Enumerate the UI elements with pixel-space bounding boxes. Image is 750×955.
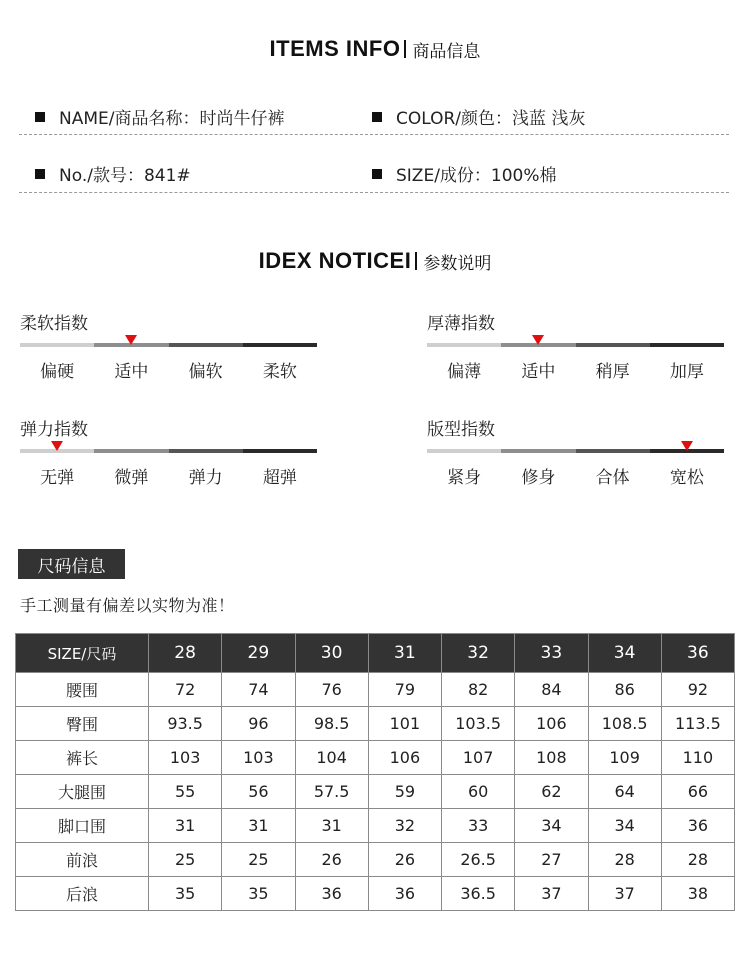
scale-label: 偏薄 bbox=[447, 362, 482, 382]
info-name-text: NAME/商品名称：时尚牛仔裤 bbox=[59, 109, 285, 129]
size-table bbox=[15, 633, 735, 911]
table-cell: 37 bbox=[515, 877, 588, 911]
table-cell: 36 bbox=[295, 877, 368, 911]
table-cell: 35 bbox=[222, 877, 295, 911]
table-cell: 33 bbox=[442, 809, 515, 843]
table-cell: 106 bbox=[368, 741, 441, 775]
table-cell: 31 bbox=[222, 809, 295, 843]
table-row bbox=[16, 843, 735, 877]
table-row bbox=[16, 741, 735, 775]
table-cell: 72 bbox=[149, 673, 222, 707]
table-cell: 34 bbox=[515, 809, 588, 843]
scale-labels bbox=[20, 463, 317, 488]
table-cell: 25 bbox=[149, 843, 222, 877]
table-cell: 26 bbox=[368, 843, 441, 877]
size-header-label: SIZE/尺码 bbox=[16, 634, 149, 673]
scale-marker-icon bbox=[681, 441, 693, 451]
scale-label: 适中 bbox=[114, 362, 149, 382]
dotted-divider bbox=[19, 134, 729, 135]
bullet-square-icon bbox=[35, 112, 45, 122]
info-name bbox=[35, 104, 284, 129]
table-cell: 82 bbox=[442, 673, 515, 707]
scale-segment bbox=[501, 449, 575, 453]
scale-label: 合体 bbox=[595, 468, 630, 488]
scale-segment bbox=[243, 449, 317, 453]
row-label: 大腿围 bbox=[16, 775, 149, 809]
size-header-cell: 29 bbox=[222, 634, 295, 673]
scale-segment bbox=[169, 449, 243, 453]
row-label: 腰围 bbox=[16, 673, 149, 707]
row-label: 后浪 bbox=[16, 877, 149, 911]
table-cell: 57.5 bbox=[295, 775, 368, 809]
table-cell: 113.5 bbox=[661, 707, 734, 741]
scale-label: 偏软 bbox=[188, 362, 223, 382]
table-cell: 93.5 bbox=[149, 707, 222, 741]
items-info-title-en: ITEMS INFO bbox=[269, 36, 401, 61]
table-row bbox=[16, 707, 735, 741]
table-cell: 103 bbox=[222, 741, 295, 775]
size-header-cell: 28 bbox=[149, 634, 222, 673]
table-cell: 110 bbox=[661, 741, 734, 775]
table-cell: 108 bbox=[515, 741, 588, 775]
info-number bbox=[35, 161, 191, 186]
bullet-square-icon bbox=[372, 112, 382, 122]
table-row bbox=[16, 775, 735, 809]
scale-label: 微弹 bbox=[114, 468, 149, 488]
table-cell: 32 bbox=[368, 809, 441, 843]
table-cell: 37 bbox=[588, 877, 661, 911]
scale-labels bbox=[427, 463, 724, 488]
scale-bar bbox=[427, 343, 724, 347]
size-header-cell: 36 bbox=[661, 634, 734, 673]
table-cell: 34 bbox=[588, 809, 661, 843]
bullet-square-icon bbox=[35, 169, 45, 179]
scale-title: 厚薄指数 bbox=[427, 314, 495, 334]
table-cell: 26.5 bbox=[442, 843, 515, 877]
scale-label: 稍厚 bbox=[595, 362, 630, 382]
table-cell: 31 bbox=[295, 809, 368, 843]
size-header-cell: 34 bbox=[588, 634, 661, 673]
table-cell: 108.5 bbox=[588, 707, 661, 741]
table-cell: 26 bbox=[295, 843, 368, 877]
scale-label: 超弹 bbox=[262, 468, 297, 488]
scale-label: 宽松 bbox=[669, 468, 704, 488]
table-cell: 84 bbox=[515, 673, 588, 707]
table-cell: 55 bbox=[149, 775, 222, 809]
scale-label: 适中 bbox=[521, 362, 556, 382]
table-cell: 60 bbox=[442, 775, 515, 809]
table-cell: 109 bbox=[588, 741, 661, 775]
table-row bbox=[16, 673, 735, 707]
table-cell: 25 bbox=[222, 843, 295, 877]
scale-segment bbox=[427, 343, 501, 347]
table-cell: 59 bbox=[368, 775, 441, 809]
table-row bbox=[16, 877, 735, 911]
scale-label: 弹力 bbox=[188, 468, 223, 488]
scale-title: 柔软指数 bbox=[20, 314, 88, 334]
size-header-cell: 31 bbox=[368, 634, 441, 673]
info-number-text: No./款号：841# bbox=[59, 166, 191, 186]
scale-labels bbox=[427, 357, 724, 382]
row-label: 前浪 bbox=[16, 843, 149, 877]
table-cell: 35 bbox=[149, 877, 222, 911]
size-header-cell: 32 bbox=[442, 634, 515, 673]
table-cell: 79 bbox=[368, 673, 441, 707]
items-info-title-cn: 商品信息 bbox=[412, 41, 481, 62]
table-cell: 66 bbox=[661, 775, 734, 809]
table-cell: 92 bbox=[661, 673, 734, 707]
scale-segment bbox=[427, 449, 501, 453]
scale-segment bbox=[576, 343, 650, 347]
scale-bar bbox=[20, 449, 317, 453]
scale-labels bbox=[20, 357, 317, 382]
table-cell: 62 bbox=[515, 775, 588, 809]
scale-marker-icon bbox=[532, 335, 544, 345]
scale-label: 修身 bbox=[521, 468, 556, 488]
items-info-heading bbox=[0, 36, 750, 62]
title-separator bbox=[404, 40, 406, 58]
title-separator bbox=[415, 252, 417, 270]
table-cell: 28 bbox=[588, 843, 661, 877]
table-cell: 74 bbox=[222, 673, 295, 707]
scale-segment bbox=[243, 343, 317, 347]
bullet-square-icon bbox=[372, 169, 382, 179]
scale-title: 弹力指数 bbox=[20, 420, 88, 440]
size-header-cell: 30 bbox=[295, 634, 368, 673]
index-notice-title-cn: 参数说明 bbox=[423, 253, 492, 274]
scale-label: 柔软 bbox=[262, 362, 297, 382]
scale-bar bbox=[20, 343, 317, 347]
table-cell: 28 bbox=[661, 843, 734, 877]
index-notice-title-en: IDEX NOTICEI bbox=[258, 248, 412, 273]
size-header-cell: 33 bbox=[515, 634, 588, 673]
table-cell: 76 bbox=[295, 673, 368, 707]
scale-bar bbox=[427, 449, 724, 453]
scale-label: 无弹 bbox=[40, 468, 75, 488]
scale-segment bbox=[20, 343, 94, 347]
row-label: 臀围 bbox=[16, 707, 149, 741]
scale-segment bbox=[94, 449, 168, 453]
size-info-badge: 尺码信息 bbox=[18, 549, 125, 579]
table-cell: 106 bbox=[515, 707, 588, 741]
scale-marker-icon bbox=[125, 335, 137, 345]
scale-label: 加厚 bbox=[669, 362, 704, 382]
row-label: 脚口围 bbox=[16, 809, 149, 843]
scale-label: 偏硬 bbox=[40, 362, 75, 382]
table-cell: 98.5 bbox=[295, 707, 368, 741]
table-row bbox=[16, 809, 735, 843]
table-cell: 101 bbox=[368, 707, 441, 741]
table-cell: 31 bbox=[149, 809, 222, 843]
scale-label: 紧身 bbox=[447, 468, 482, 488]
table-cell: 27 bbox=[515, 843, 588, 877]
row-label: 裤长 bbox=[16, 741, 149, 775]
table-cell: 38 bbox=[661, 877, 734, 911]
table-cell: 96 bbox=[222, 707, 295, 741]
table-cell: 36.5 bbox=[442, 877, 515, 911]
scale-segment bbox=[576, 449, 650, 453]
table-cell: 103 bbox=[149, 741, 222, 775]
table-cell: 107 bbox=[442, 741, 515, 775]
table-cell: 103.5 bbox=[442, 707, 515, 741]
index-notice-heading bbox=[0, 248, 750, 274]
dotted-divider bbox=[19, 192, 729, 193]
table-cell: 36 bbox=[661, 809, 734, 843]
measurement-note: 手工测量有偏差以实物为准！ bbox=[20, 596, 235, 615]
table-cell: 86 bbox=[588, 673, 661, 707]
info-size bbox=[372, 161, 557, 186]
table-cell: 104 bbox=[295, 741, 368, 775]
scale-segment bbox=[169, 343, 243, 347]
size-table-header bbox=[16, 634, 735, 673]
table-cell: 56 bbox=[222, 775, 295, 809]
scale-segment bbox=[650, 343, 724, 347]
table-cell: 64 bbox=[588, 775, 661, 809]
info-color-text: COLOR/颜色：浅蓝 浅灰 bbox=[396, 109, 586, 129]
scale-title: 版型指数 bbox=[427, 420, 495, 440]
info-size-text: SIZE/成份：100%棉 bbox=[396, 166, 557, 186]
table-cell: 36 bbox=[368, 877, 441, 911]
scale-marker-icon bbox=[51, 441, 63, 451]
info-color bbox=[372, 104, 585, 129]
